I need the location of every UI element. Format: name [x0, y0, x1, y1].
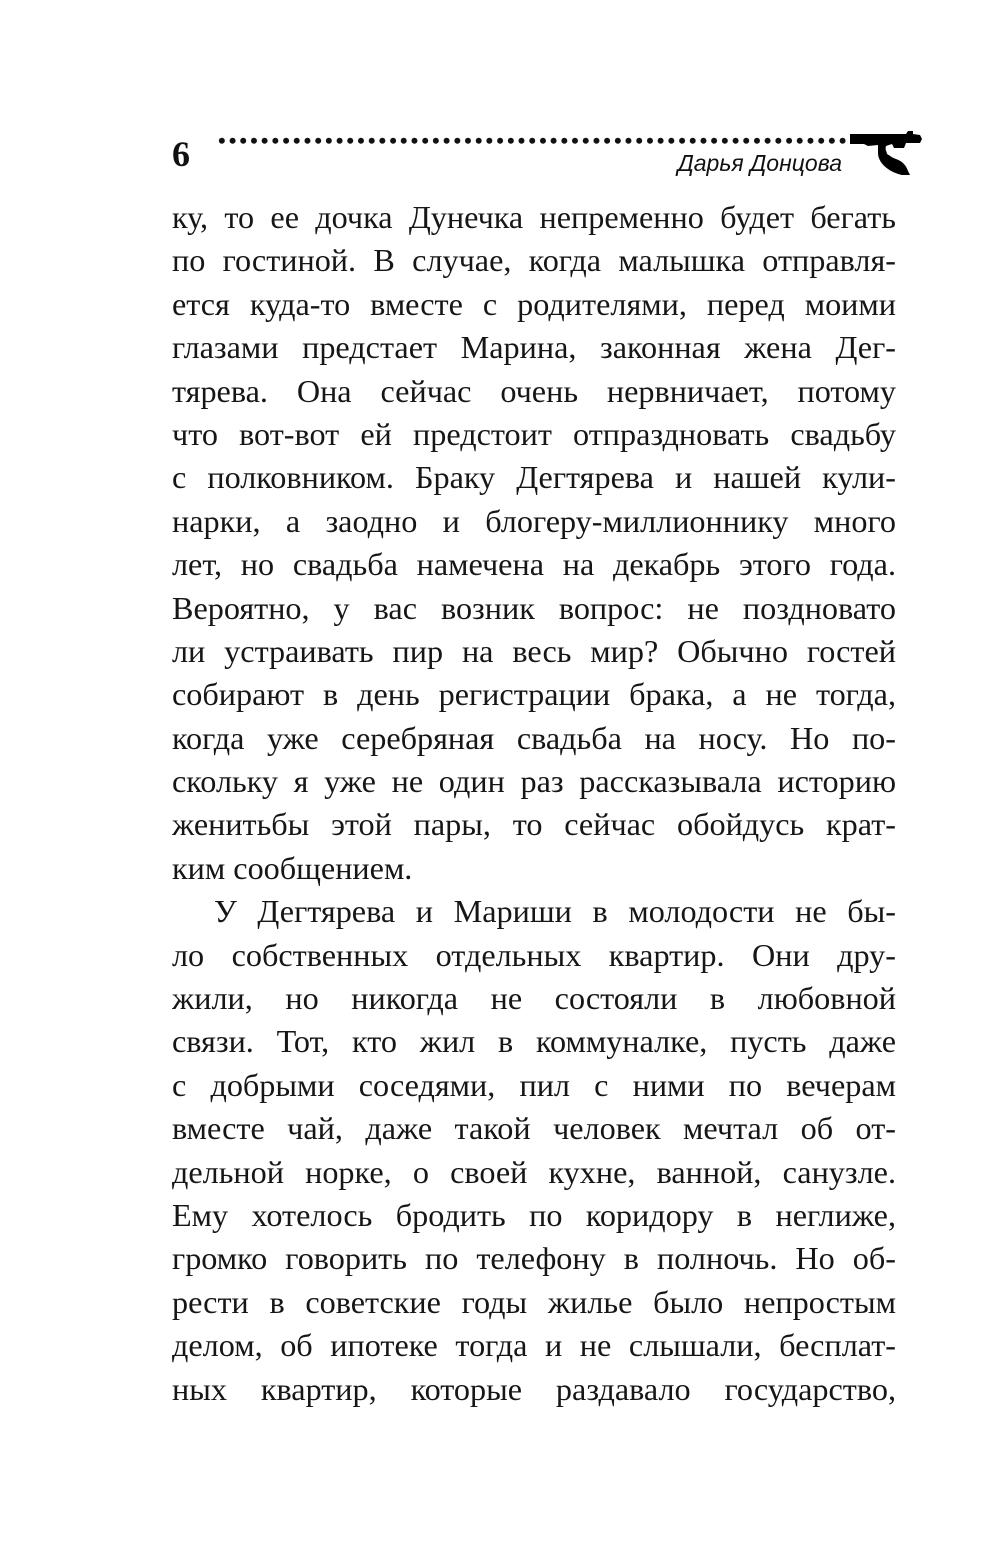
text-line: что вот-вот ей предстоит отпраздновать свадьбу — [172, 415, 896, 452]
text-line: ных квартир, которые раздавало государство, — [172, 1370, 896, 1407]
text-line: жили, но никогда не состояли в любовной — [172, 980, 896, 1017]
text-line: ли устраивать пир на весь мир? Обычно гостей — [172, 632, 896, 669]
text-line: нарки, а заодно и блогеру-миллионнику много — [172, 502, 896, 539]
running-head-author: Дарья Донцова — [677, 150, 842, 176]
text-line: рести в советские годы жилье было непростым — [172, 1283, 896, 1320]
text-line: ло собственных отдельных квартир. Они дру- — [172, 936, 896, 973]
text-line: собирают в день регистрации брака, а не тогда, — [172, 676, 896, 713]
text-line: с полковником. Браку Дегтярева и нашей кули- — [172, 459, 896, 496]
text-line: по гостиной. В случае, когда малышка отправля- — [172, 242, 896, 279]
text-line: ку, то ее дочка Дунечка непременно будет бегать — [172, 199, 896, 235]
page-number: 6 — [172, 134, 190, 174]
text-line: вместе чай, даже такой человек мечтал об от- — [172, 1110, 896, 1147]
paragraph-first-line: У Дегтярева и Мариши в молодости не бы- — [214, 893, 896, 930]
text-line: громко говорить по телефону в полночь. Но об- — [172, 1240, 896, 1277]
paragraph-last-line: ким сообщением. — [172, 849, 413, 886]
text-line: с добрыми соседями, пил с ними по вечерам — [172, 1066, 896, 1103]
text-line: делом, об ипотеке тогда и не слышали, бесплат- — [172, 1327, 896, 1364]
revolver-icon — [846, 130, 924, 176]
text-line: когда уже серебряная свадьба на носу. Но по- — [172, 719, 896, 756]
text-line: лет, но свадьба намечена на декабрь этого года. — [172, 546, 896, 583]
text-line: тярева. Она сейчас очень нервничает, потому — [172, 372, 896, 409]
text-line: скольку я уже не один раз рассказывала историю — [172, 763, 896, 800]
running-header — [172, 126, 924, 186]
text-line: связи. Тот, кто жил в коммуналке, пусть даже — [172, 1023, 896, 1060]
text-line: ется куда-то вместе с родителями, перед моими — [172, 285, 896, 322]
text-line: Ему хотелось бродить по коридору в неглиже, — [172, 1196, 896, 1233]
text-line: дельной норке, о своей кухне, ванной, санузле. — [172, 1153, 896, 1190]
text-line: глазами предстает Марина, законная жена Дег- — [172, 329, 896, 366]
text-line: женитьбы этой пары, то сейчас обойдусь крат- — [172, 806, 896, 843]
page-text — [172, 196, 896, 1411]
text-line: Вероятно, у вас возник вопрос: не поздновато — [172, 589, 896, 626]
